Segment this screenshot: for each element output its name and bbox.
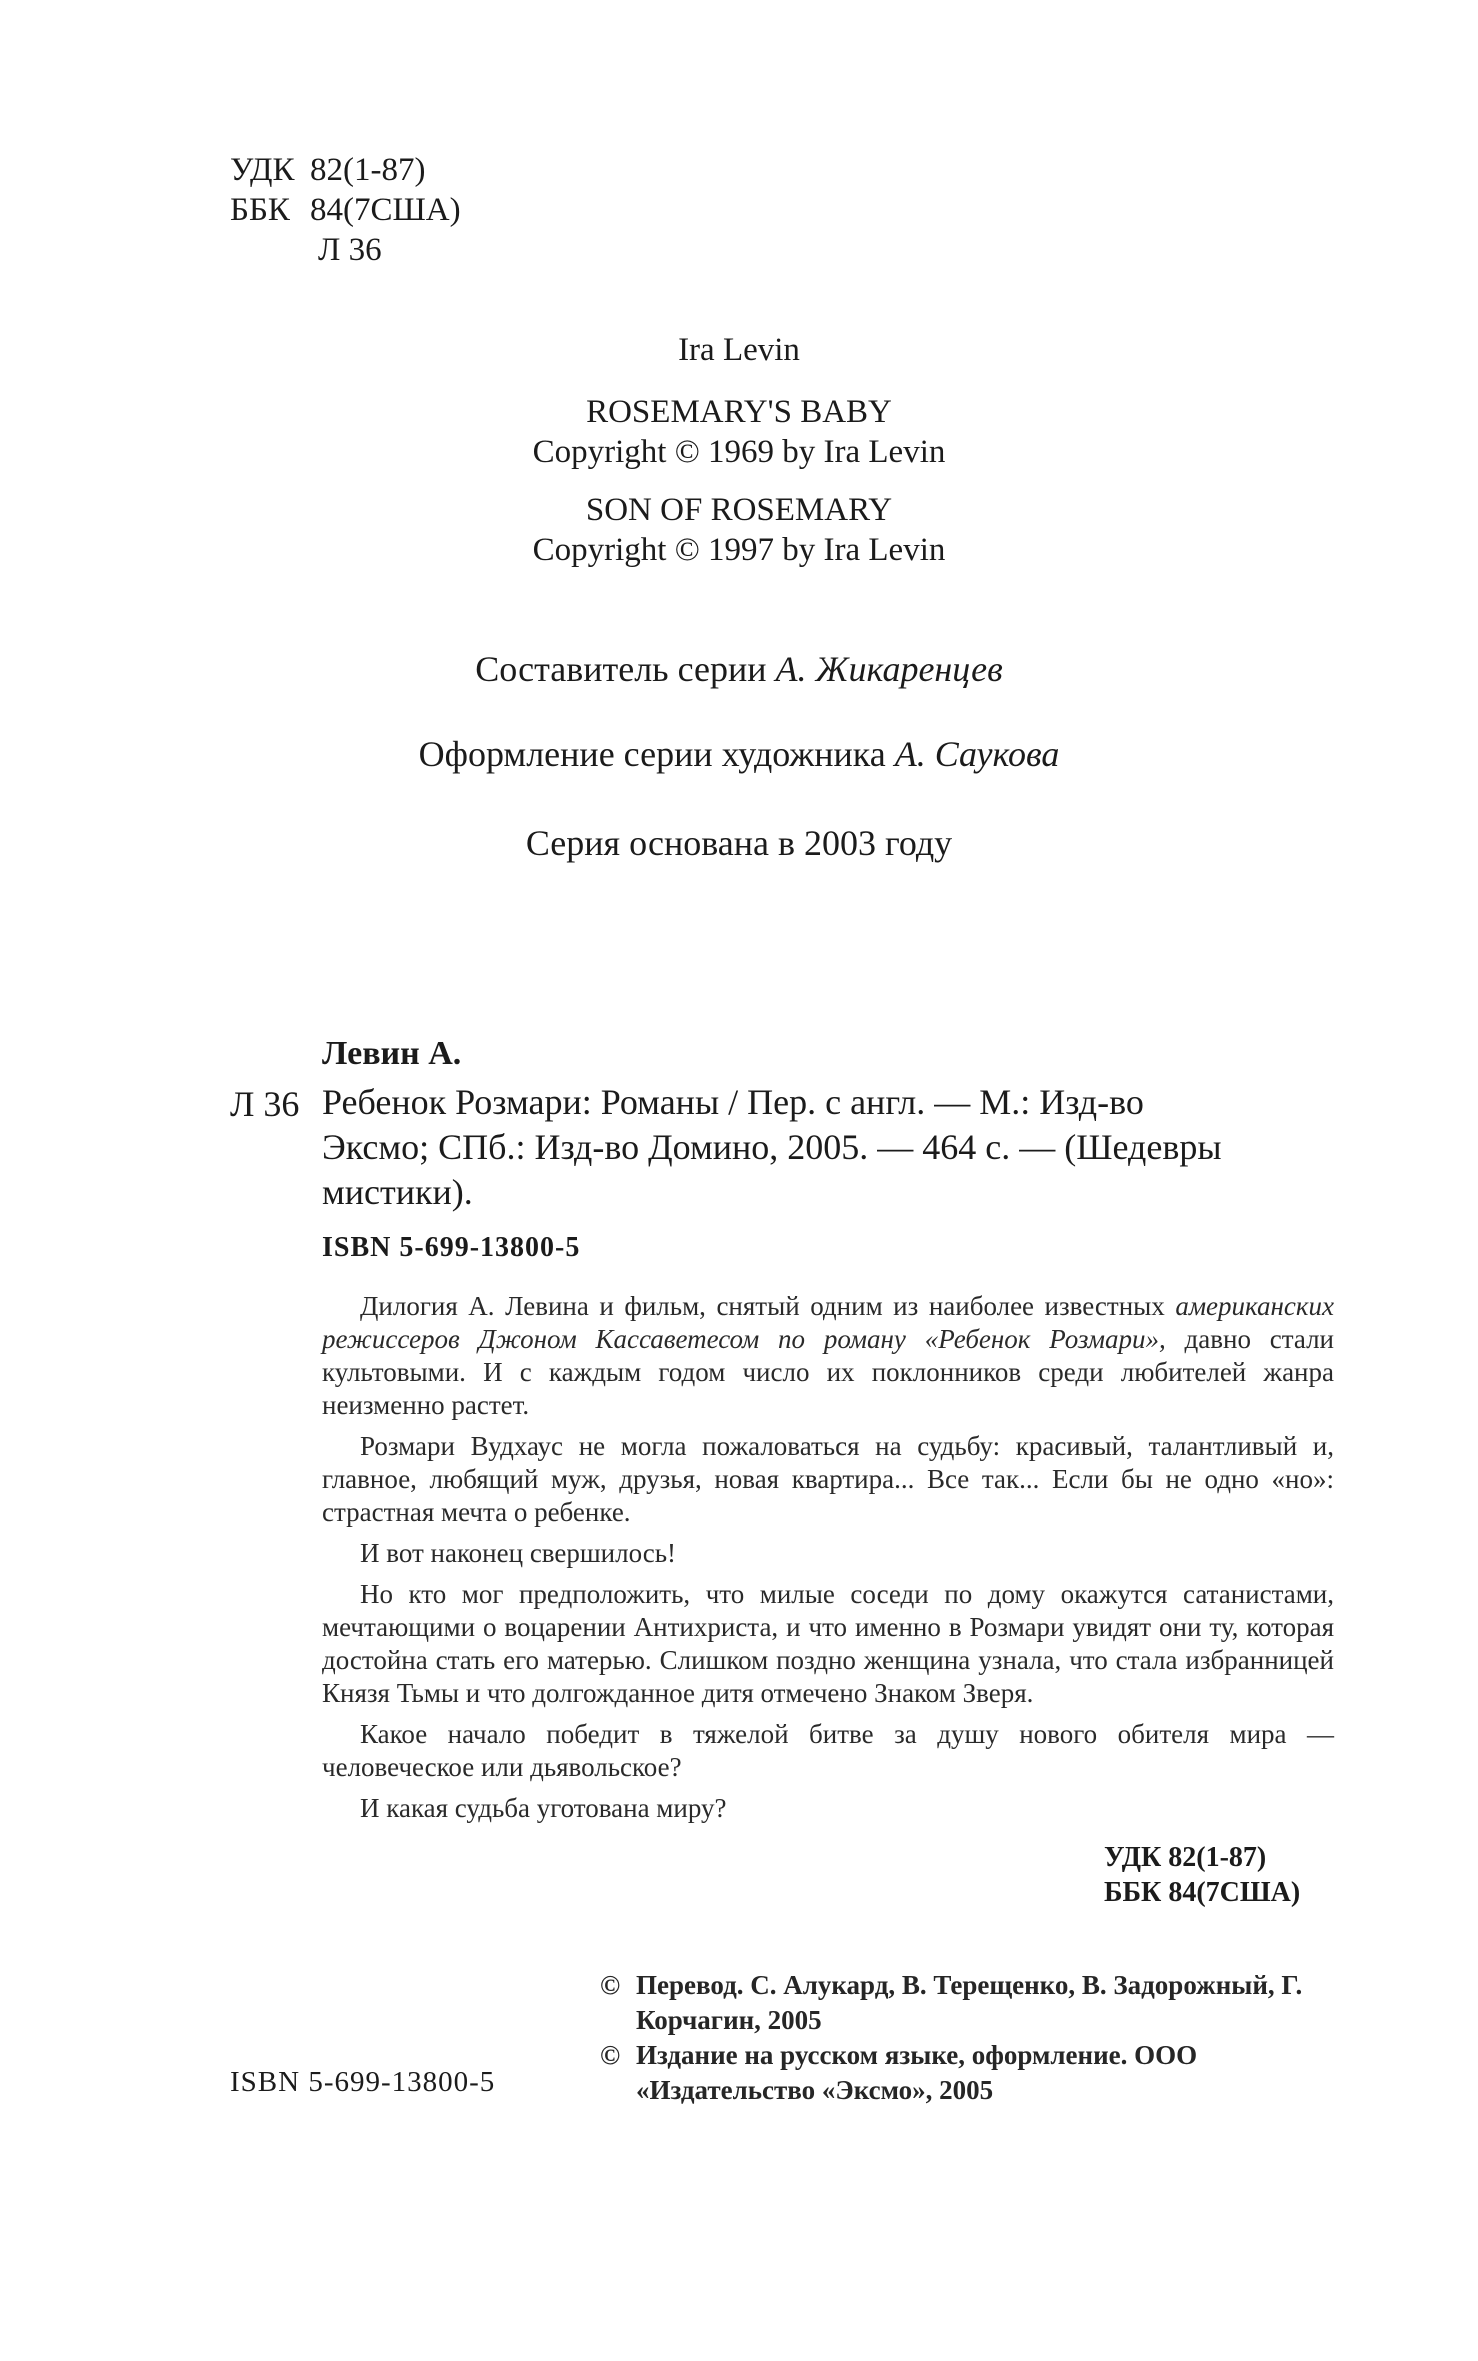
work2-block xyxy=(0,490,1478,570)
card-line-2: Эксмо; СПб.: Изд-во Домино, 2005. — 464 с. — (Шедевры xyxy=(322,1127,1222,1167)
annotation-text: давно стали культовыми. И с каждым годом число их поклонников среди любителей жанра неизменно растет. xyxy=(322,1324,1334,1420)
copyright-translation-text: Перевод. С. Алукард, В. Терещенко, В. Задорожный, Г. Корчагин, 2005 xyxy=(636,1970,1303,2035)
card-isbn: ISBN 5-699-13800-5 xyxy=(322,1232,581,1263)
udk-row xyxy=(230,150,461,190)
udk-value: 82(1-87) xyxy=(310,152,426,188)
isbn-bottom: ISBN 5-699-13800-5 xyxy=(230,2066,496,2098)
annotation-text: Дилогия А. Левина и фильм, снятый одним из наиболее известных xyxy=(360,1291,1165,1321)
compiler-name: А. Жикаренцев xyxy=(775,649,1003,689)
bbk-label: ББК xyxy=(230,192,290,228)
series-compiler xyxy=(0,648,1478,690)
card-description xyxy=(322,1080,1334,1215)
copyright-block xyxy=(600,1968,1360,2108)
card-author: Левин А. xyxy=(322,1035,462,1072)
annotation-paragraph-6: И какая судьба уготована миру? xyxy=(360,1793,727,1823)
copyright-edition-text: Издание на русском языке, оформление. ООО «Издательство «Эксмо», 2005 xyxy=(636,2040,1198,2105)
bbk-row xyxy=(230,190,461,230)
bbk-value: 84(7США) xyxy=(310,192,461,228)
classification-block xyxy=(230,150,461,270)
work1-copyright: Copyright © 1969 by Ira Levin xyxy=(532,434,946,470)
work2-title: SON OF ROSEMARY xyxy=(585,492,893,528)
original-author: Ira Levin xyxy=(678,332,800,368)
copyright-translation xyxy=(600,1968,1360,2038)
series-founded: Серия основана в 2003 году xyxy=(525,823,953,863)
design-name: А. Саукова xyxy=(894,734,1060,774)
classification-right xyxy=(1104,1840,1300,1910)
card-line-3: мистики). xyxy=(322,1172,473,1212)
annotation-paragraph-4: Но кто мог предположить, что милые соседи по дому окажутся сатанистами, мечтающими о воцарении Антихриста, и что именно в Розмари увидят они ту, которая достойна стать его матерью. Слишком поздно женщина узнала, что стала избранницей Князя Тьмы и что долгожданное дитя отмечено Знаком Зверя. xyxy=(322,1579,1334,1708)
annotation-paragraph-1 xyxy=(322,1290,1334,1422)
copyright-edition xyxy=(600,2038,1360,2108)
annotation-paragraph-2: Розмари Вудхаус не могла пожаловаться на судьбу: красивый, талантливый и, главное, любящий муж, друзья, новая квартира... Все так... Если бы не одно «но»: страстная мечта о ребенке. xyxy=(322,1431,1334,1527)
author-mark: Л 36 xyxy=(318,232,382,268)
work1-block xyxy=(0,392,1478,472)
design-prefix: Оформление серии художника xyxy=(418,734,886,774)
copyright-symbol: © xyxy=(600,2040,621,2070)
card-line-1: Ребенок Розмари: Романы / Пер. с англ. — М.: Изд-во xyxy=(322,1082,1144,1122)
compiler-prefix: Составитель серии xyxy=(475,649,767,689)
annotation-italic: американских режиссеров Джоном Кассаветесом по роману «Ребенок Розмари», xyxy=(322,1291,1334,1354)
work2-copyright: Copyright © 1997 by Ira Levin xyxy=(532,532,946,568)
annotation-paragraph-5: Какое начало победит в тяжелой битве за душу нового обителя мира — человеческое или дьявольское? xyxy=(322,1719,1334,1782)
udk-label: УДК xyxy=(230,152,295,188)
udk-right: УДК 82(1-87) xyxy=(1104,1842,1267,1873)
annotation xyxy=(322,1290,1334,1833)
copyright-symbol: © xyxy=(600,1970,621,2000)
card-code: Л 36 xyxy=(230,1084,300,1124)
bbk-right: ББК 84(7США) xyxy=(1104,1877,1301,1908)
series-design xyxy=(0,733,1478,775)
annotation-paragraph-3: И вот наконец свершилось! xyxy=(360,1538,677,1568)
work1-title: ROSEMARY'S BABY xyxy=(586,394,892,430)
